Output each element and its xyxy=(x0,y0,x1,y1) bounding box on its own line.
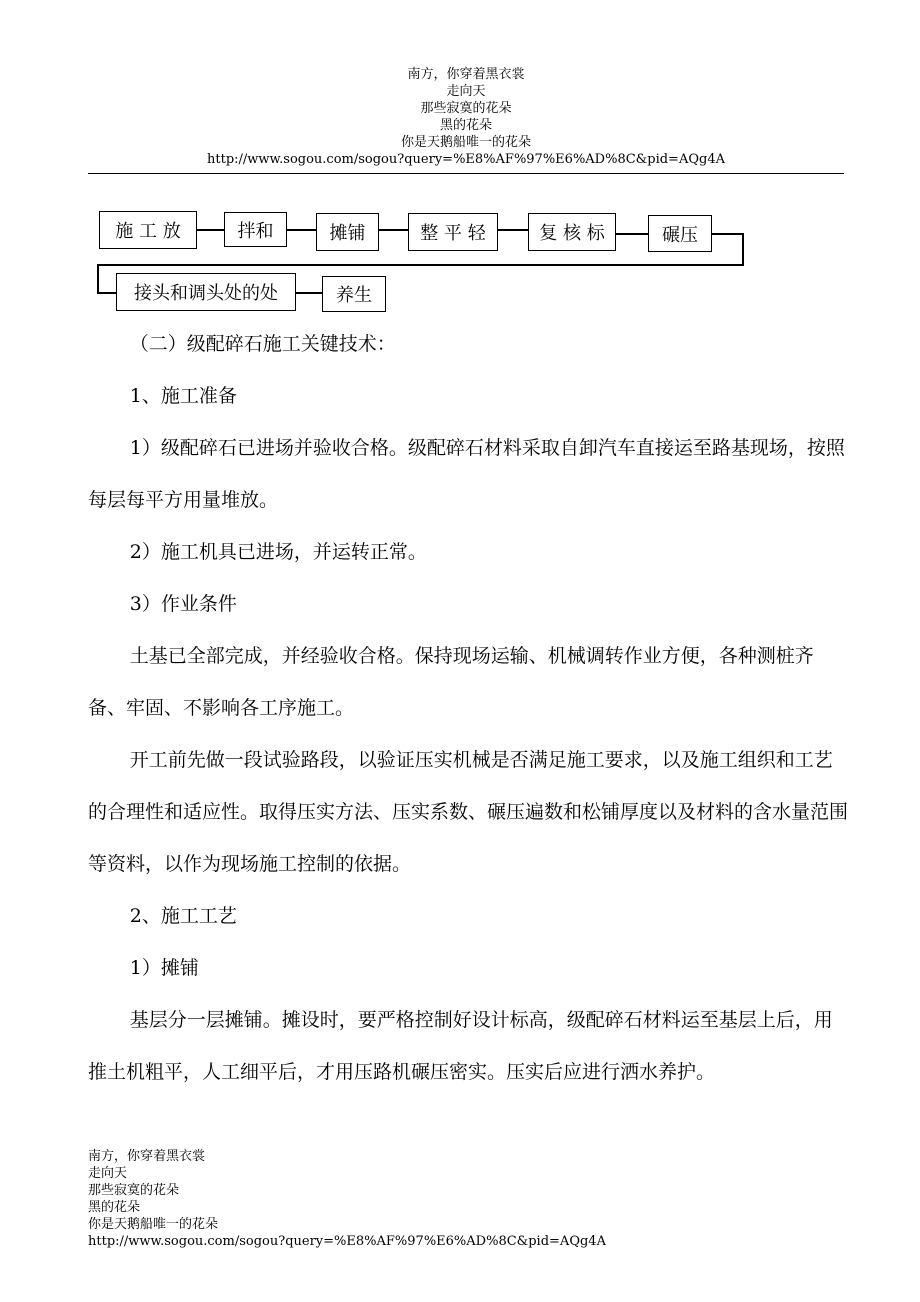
paragraph: 1）级配碎石已进场并验收合格。级配碎石材料采取自卸汽车直接运至路基现场，按照每层每平方用量堆放。 xyxy=(88,437,845,511)
flow-connector xyxy=(498,229,528,231)
footer-url: http://www.sogou.com/sogou?query=%E8%AF%97%E6%AD%8C&pid=AQg4A xyxy=(88,1234,606,1249)
subheading: 2、施工工艺 xyxy=(129,905,237,927)
paragraph: 土基已全部完成，并经验收合格。保持现场运输、机械调转作业方便，各种测桩齐备、牢固、不影响各工序施工。 xyxy=(88,645,814,719)
flow-connector xyxy=(742,233,744,265)
paragraph: 1）摊铺 xyxy=(129,957,199,979)
footer-line: 你是天鹅船唯一的花朵 xyxy=(88,1217,219,1232)
header-line: 南方，你穿着黑衣裳 xyxy=(407,67,525,82)
flow-step-roll: 碾压 xyxy=(648,215,712,252)
paragraph: 基层分一层摊铺。摊设时，要严格控制好设计标高，级配碎石材料运至基层上后，用推土机粗平，人工细平后，才用压路机碾压密实。压实后应进行洒水养护。 xyxy=(88,1009,833,1083)
paragraph: 开工前先做一段试验路段，以验证压实机械是否满足施工要求，以及施工组织和工艺的合理性和适应性。取得压实方法、压实系数、碾压遍数和松铺厚度以及材料的含水量范围等资料，以作为现场施工控制的依据。 xyxy=(88,749,849,875)
footer-line: 那些寂寞的花朵 xyxy=(88,1183,180,1198)
subheading: 1、施工准备 xyxy=(129,385,237,407)
flow-connector xyxy=(616,233,648,235)
page-footer xyxy=(88,1148,606,1250)
flow-connector xyxy=(97,292,116,294)
header-line: 走向天 xyxy=(446,84,486,99)
flow-step-mix: 拌和 xyxy=(224,212,287,247)
flow-step-cure: 养生 xyxy=(322,276,386,312)
footer-line: 走向天 xyxy=(88,1166,128,1181)
flow-connector xyxy=(296,292,322,294)
flow-step-level: 整 平 轻 xyxy=(408,213,498,251)
flow-step-joint: 接头和调头处的处 xyxy=(116,273,296,311)
flow-connector xyxy=(97,264,744,266)
paragraph: 3）作业条件 xyxy=(129,593,237,615)
header-line: 那些寂寞的花朵 xyxy=(420,101,512,116)
flow-step-recheck: 复 核 标 xyxy=(528,213,616,251)
flow-connector xyxy=(287,229,316,231)
header-line: 黑的花朵 xyxy=(439,118,492,133)
footer-line: 黑的花朵 xyxy=(88,1200,141,1215)
header-url: http://www.sogou.com/sogou?query=%E8%AF%97%E6%AD%8C&pid=AQg4A xyxy=(207,152,725,167)
flow-connector xyxy=(197,229,224,231)
document-body xyxy=(88,318,848,1098)
header-divider xyxy=(88,173,844,174)
flow-step-spread: 摊铺 xyxy=(316,213,379,251)
flow-connector xyxy=(97,264,99,294)
footer-line: 南方，你穿着黑衣裳 xyxy=(88,1149,206,1164)
flow-step-layout: 施 工 放 xyxy=(99,211,197,249)
flow-connector xyxy=(379,229,408,231)
section-title: （二）级配碎石施工关键技术： xyxy=(129,333,396,355)
paragraph: 2）施工机具已进场，并运转正常。 xyxy=(129,541,427,563)
flow-connector xyxy=(712,233,743,235)
header-line: 你是天鹅船唯一的花朵 xyxy=(400,135,531,150)
page-header xyxy=(88,66,844,168)
